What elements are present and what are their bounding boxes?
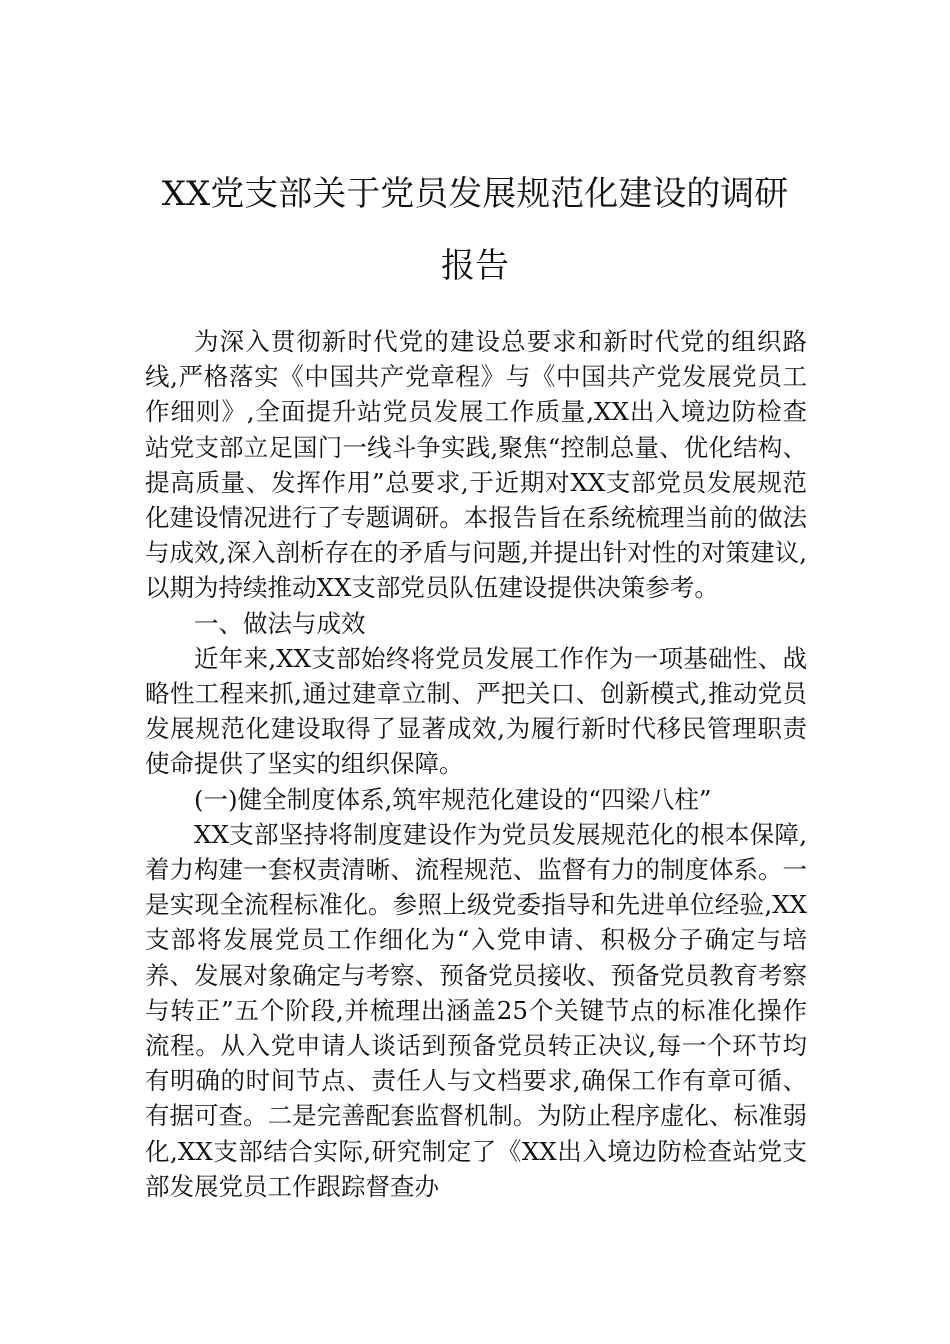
document-title [120, 158, 830, 302]
section-paragraph: 近年来,XX支部始终将党员发展工作作为一项基础性、战略性工程来抓,通过建章立制、严把关口、创新模式,推动党员发展规范化建设取得了显著成效,为履行新时代移民管理职责使命提供了坚实的组织保障。 [145, 643, 807, 779]
title-line-1: XX党支部关于党员发展规范化建设的调研 [161, 174, 789, 214]
document-body [145, 324, 807, 1204]
subsection-heading: (一)健全制度体系,筑牢规范化建设的“四梁八柱” [194, 784, 712, 814]
subsection-paragraph: XX支部坚持将制度建设作为党员发展规范化的根本保障,着力构建一套权责清晰、流程规范、监督有力的制度体系。一是实现全流程标准化。参照上级党委指导和先进单位经验,XX支部将发展党员工作细化为“入党申请、积极分子确定与培养、发展对象确定与考察、预备党员接收、预备党员教育考察与转正”五个阶段,并梳理出涵盖25个关键节点的标准化操作流程。从入党申请人谈话到预备党员转正决议,每一个环节均有明确的时间节点、责任人与文档要求,确保工作有章可循、有据可查。二是完善配套监督机制。为防止程序虚化、标准弱化,XX支部结合实际,研究制定了《XX出入境边防检查站党支部发展党员工作跟踪督查办 [145, 819, 807, 1201]
section-heading-practices: 一、做法与成效 [194, 608, 366, 638]
intro-paragraph: 为深入贯彻新时代党的建设总要求和新时代党的组织路线,严格落实《中国共产党章程》与《中国共产党发展党员工作细则》,全面提升站党员发展工作质量,XX出入境边防检查站党支部立足国门一线斗争实践,聚焦“控制总量、优化结构、提高质量、发挥作用”总要求,于近期对XX支部党员发展规范化建设情况进行了专题调研。本报告旨在系统梳理当前的做法与成效,深入剖析存在的矛盾与问题,并提出针对性的对策建议,以期为持续推动XX支部党员队伍建设提供决策参考。 [145, 327, 807, 603]
title-line-2: 报告 [441, 246, 509, 286]
